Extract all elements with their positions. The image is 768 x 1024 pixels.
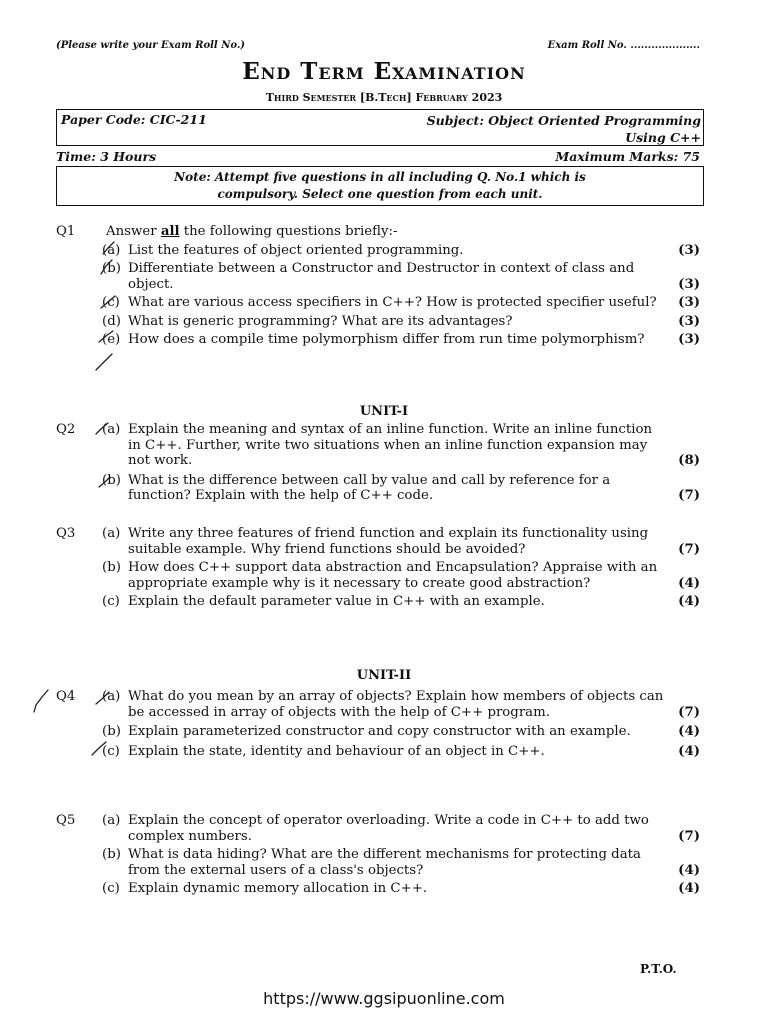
question-number: Q3 [56,526,76,541]
subject-line-2: Using C++ [625,130,701,145]
unit-2-heading: UNIT-II [356,668,412,683]
maximum-marks: Maximum Marks: 75 [555,149,700,164]
subject-line-1: Subject: Object Oriented Programming [426,113,701,128]
note-line-1: Note: Attempt five questions in all including Q. No.1 which is [174,170,586,184]
pto-label: P.T.O. [640,962,677,976]
tick-mark [101,296,115,308]
source-url-link[interactable]: https://www.ggsipuonline.com [263,989,505,1008]
exam-subtitle: Third Semester [B.Tech] February 2023 [265,91,503,104]
tick-mark [101,260,112,274]
question-part: (a) List the features of object oriented programming. (3) [102,242,700,258]
question-part: (c) What are various access specifiers in C++? How is protected specifier useful? (3) [102,295,700,310]
question-part: (a) Write any three features of friend function and explain its functionality using suitable example. Why friend functions should be avoided? (7) [102,526,700,557]
note-line-2: compulsory. Select one question from each unit. [217,187,543,201]
question-part: (b) How does C++ support data abstraction and Encapsulation? Appraise with an appropriate example why is it necessary to create good abstraction? (4) [102,560,700,591]
question-part: (c) Explain dynamic memory allocation in C++. (4) [102,881,700,896]
unit-1-heading: UNIT-I [359,404,409,419]
question-part: (e) How does a compile time polymorphism differ from run time polymorphism? (3) [102,332,700,347]
question-part: (a) What do you mean by an array of objects? Explain how members of objects can be accessed in array of objects with the help of C++ program. (7) [102,689,700,720]
paper-code: Paper Code: CIC-211 [61,112,207,127]
tick-mark [99,331,113,342]
question-part: (a) Explain the meaning and syntax of an inline function. Write an inline function in C++. Further, write two situations when an inline function expansion may not work. (8) [102,422,700,468]
question-number: Q5 [56,813,76,828]
question-part: (b) Explain parameterized constructor and copy constructor with an example. (4) [102,724,700,739]
tick-mark [103,242,114,254]
exam-title: End Term Examination [242,58,526,85]
question-number: Q1 [56,224,76,239]
question-part: (b) Differentiate between a Constructor and Destructor in context of class and object. (3) [102,261,700,292]
tick-mark [96,423,108,434]
tick-mark [99,477,110,487]
question-part: (a) Explain the concept of operator overloading. Write a code in C++ to add two complex numbers. (7) [102,813,700,844]
question-1-intro: Answer all the following questions briefly:- [106,224,398,239]
time-allowed: Time: 3 Hours [56,149,157,164]
roll-note: (Please write your Exam Roll No.) [56,40,246,51]
question-part: (b) What is data hiding? What are the different mechanisms for protecting data from the external users of a class's objects? (4) [102,847,700,878]
tick-mark [92,742,106,755]
question-part: (d) What is generic programming? What are its advantages? (3) [102,313,700,329]
question-part: (b) What is the difference between call by value and call by reference for a function? Explain with the help of C++ code. (7) [102,472,700,503]
exam-roll-label: Exam Roll No. .................... [547,40,700,51]
tick-mark [96,692,109,704]
question-number: Q4 [56,689,76,704]
question-number: Q2 [56,422,76,437]
question-part: (c) Explain the default parameter value in C++ with an example. (4) [102,594,700,609]
tick-mark [96,354,112,370]
tick-mark [34,690,48,712]
question-part: (c) Explain the state, identity and behaviour of an object in C++. (4) [102,743,700,759]
